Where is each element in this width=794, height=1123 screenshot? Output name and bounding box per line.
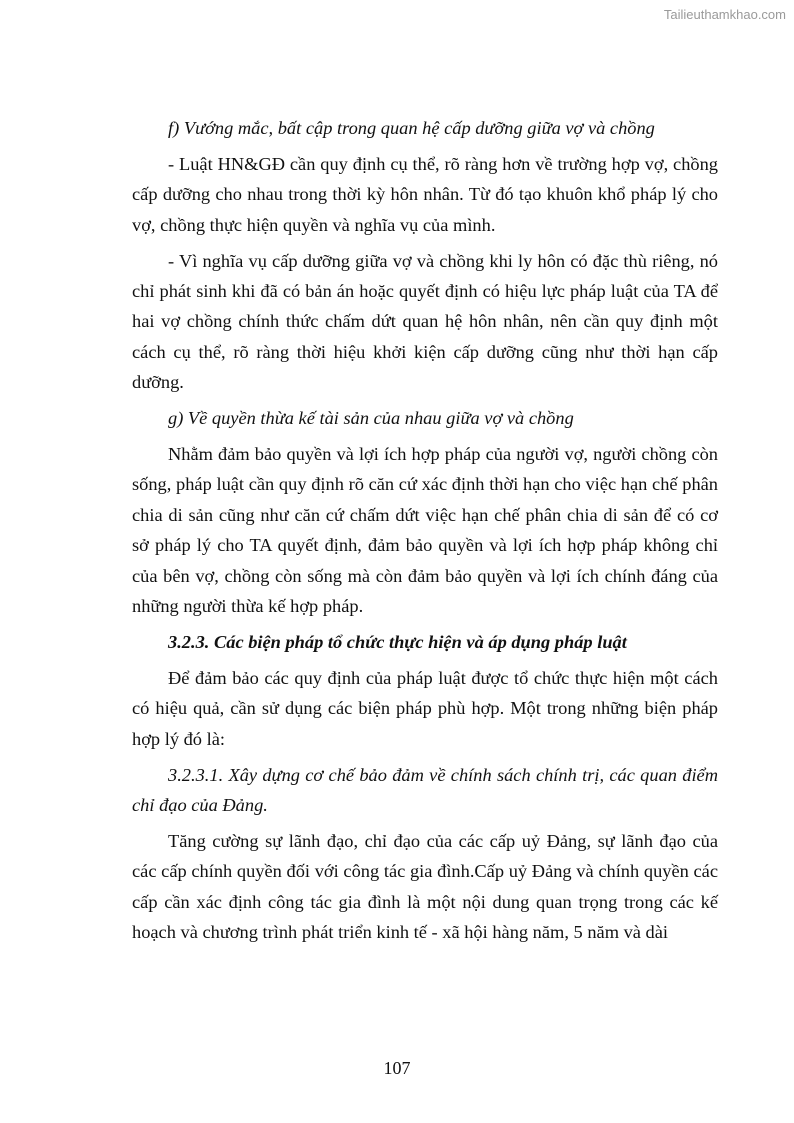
section-heading-f: f) Vướng mắc, bất cập trong quan hệ cấp dưỡng giữa vợ và chồng [168,118,655,138]
section-heading-3-2-3-1: 3.2.3.1. Xây dựng cơ chế bảo đảm về chính sách chính trị, các quan điểm chỉ đạo của Đảng. [132,764,718,816]
document-body [132,113,718,953]
paragraph: - Vì nghĩa vụ cấp dưỡng giữa vợ và chồng khi ly hôn có đặc thù riêng, nó chỉ phát sinh khi đã có bản án hoặc quyết định có hiệu lực pháp luật của TA để hai vợ chồng chính thức chấm dứt quan hệ hôn nhân, nên cần quy định một cách cụ thể, rõ ràng thời hiệu khởi kiện cấp dưỡng cũng như thời hạn cấp dưỡng. [132,250,718,393]
paragraph: Nhằm đảm bảo quyền và lợi ích hợp pháp của người vợ, người chồng còn sống, pháp luật cần quy định rõ căn cứ xác định thời hạn cho việc hạn chế phân chia di sản cũng như căn cứ chấm dứt việc hạn chế phân chia di sản để có cơ sở pháp lý cho TA quyết định, đảm bảo quyền và lợi ích hợp pháp không chỉ của bên vợ, chồng còn sống mà còn đảm bảo quyền và lợi ích chính đáng của những người thừa kế hợp pháp. [132,444,718,617]
watermark: Tailieuthamkhao.com [663,7,786,22]
paragraph: Để đảm bảo các quy định của pháp luật được tổ chức thực hiện một cách có hiệu quả, cần sử dụng các biện pháp phù hợp. Một trong những biện pháp hợp lý đó là: [132,667,718,749]
section-heading-3-2-3: 3.2.3. Các biện pháp tổ chức thực hiện và áp dụng pháp luật [168,632,627,652]
section-heading-g: g) Về quyền thừa kế tài sản của nhau giữa vợ và chồng [168,408,574,429]
paragraph: Tăng cường sự lãnh đạo, chỉ đạo của các cấp uỷ Đảng, sự lãnh đạo của các cấp chính quyền đối với công tác gia đình.Cấp uỷ Đảng và chính quyền các cấp cần xác định công tác gia đình là một nội dung quan trọng trong các kế hoạch và chương trình phát triển kinh tế - xã hội hàng năm, 5 năm và dài [132,830,718,943]
page-number: 107 [383,1058,411,1078]
paragraph: - Luật HN&GĐ cần quy định cụ thể, rõ ràng hơn về trường hợp vợ, chồng cấp dưỡng cho nhau trong thời kỳ hôn nhân. Từ đó tạo khuôn khổ pháp lý cho vợ, chồng thực hiện quyền và nghĩa vụ của mình. [132,153,718,235]
